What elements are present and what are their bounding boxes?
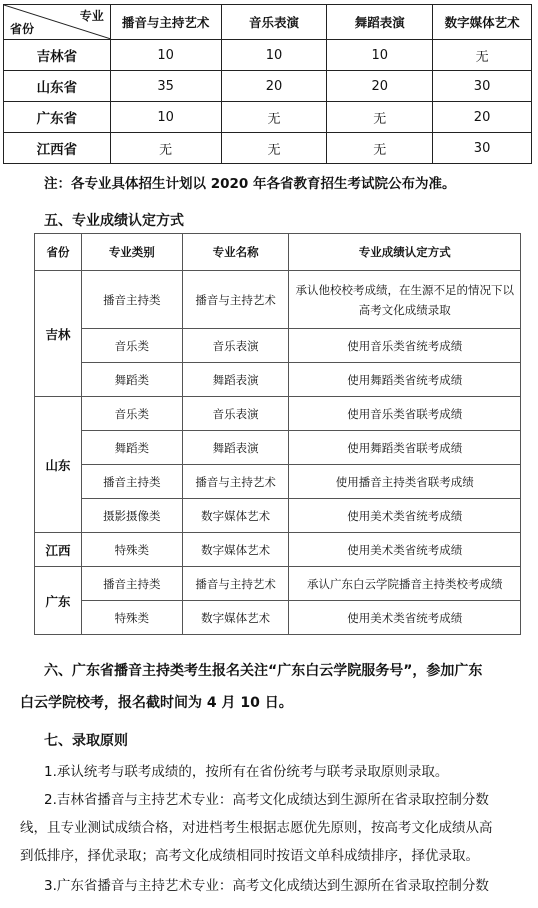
plan-cell: 30 xyxy=(433,71,532,102)
province-cell: 山东 xyxy=(35,397,82,533)
plan-cell: 无 xyxy=(327,102,433,133)
province-cell: 广东 xyxy=(35,567,82,635)
table-row xyxy=(35,271,521,329)
table-row xyxy=(35,465,521,499)
table-row xyxy=(35,329,521,363)
category-cell: 音乐类 xyxy=(81,397,182,431)
plan-cell: 10 xyxy=(110,40,221,71)
admission-rule-paragraph: 线，且专业测试成绩合格，对进档考生根据志愿优先原则，按高考文化成绩从高 xyxy=(20,820,493,836)
section-7-title: 七、录取原则 xyxy=(44,733,128,749)
table-row xyxy=(35,363,521,397)
method-cell: 使用播音主持类省联考成绩 xyxy=(289,465,521,499)
plan-note: 注：各专业具体招生计划以 2020 年各省教育招生考试院公布为准。 xyxy=(44,176,456,192)
major-cell: 数字媒体艺术 xyxy=(182,499,289,533)
table-row xyxy=(4,133,532,164)
category-cell: 摄影摄像类 xyxy=(81,499,182,533)
category-cell: 舞蹈类 xyxy=(81,363,182,397)
plan-cell: 无 xyxy=(433,40,532,71)
admission-rule-paragraph: 2.吉林省播音与主持艺术专业：高考文化成绩达到生源所在省录取控制分数 xyxy=(44,792,489,808)
method-cell: 使用舞蹈类省统考成绩 xyxy=(289,363,521,397)
major-cell: 播音与主持艺术 xyxy=(182,271,289,329)
method-cell: 使用舞蹈类省联考成绩 xyxy=(289,431,521,465)
category-cell: 播音主持类 xyxy=(81,465,182,499)
category-cell: 音乐类 xyxy=(81,329,182,363)
table-row xyxy=(35,533,521,567)
table-row xyxy=(4,40,532,71)
plan-cell: 30 xyxy=(433,133,532,164)
table-row xyxy=(35,499,521,533)
plan-cell: 35 xyxy=(110,71,221,102)
table-row xyxy=(35,601,521,635)
header-cell: 数字媒体艺术 xyxy=(433,5,532,40)
method-cell: 承认他校校考成绩，在生源不足的情况下以高考文化成绩录取 xyxy=(289,271,521,329)
major-cell: 播音与主持艺术 xyxy=(182,567,289,601)
header-cell: 专业类别 xyxy=(81,234,182,271)
admission-rule-paragraph: 1.承认统考与联考成绩的，按所有在省份统考与联考录取原则录取。 xyxy=(44,764,449,780)
province-cell: 山东省 xyxy=(4,71,111,102)
major-cell: 舞蹈表演 xyxy=(182,431,289,465)
table-row xyxy=(4,102,532,133)
admission-rule-paragraph: 3.广东省播音与主持艺术专业：高考文化成绩达到生源所在省录取控制分数 xyxy=(44,878,489,894)
method-cell: 使用音乐类省联考成绩 xyxy=(289,397,521,431)
plan-cell: 20 xyxy=(327,71,433,102)
province-cell: 吉林省 xyxy=(4,40,111,71)
category-cell: 播音主持类 xyxy=(81,567,182,601)
admission-rule-paragraph: 到低排序，择优录取；高考文化成绩相同时按语文单科成绩排序，择优录取。 xyxy=(20,848,479,864)
plan-cell: 20 xyxy=(221,71,327,102)
table-header-row xyxy=(35,234,521,271)
plan-cell: 无 xyxy=(110,133,221,164)
method-cell: 使用美术类省统考成绩 xyxy=(289,499,521,533)
header-cell: 舞蹈表演 xyxy=(327,5,433,40)
plan-cell: 10 xyxy=(327,40,433,71)
major-cell: 音乐表演 xyxy=(182,329,289,363)
table-row xyxy=(35,567,521,601)
section-5-title: 五、专业成绩认定方式 xyxy=(44,213,184,229)
diagonal-header-cell xyxy=(4,5,111,40)
header-cell: 专业名称 xyxy=(182,234,289,271)
table-row xyxy=(4,71,532,102)
major-cell: 音乐表演 xyxy=(182,397,289,431)
category-cell: 舞蹈类 xyxy=(81,431,182,465)
province-cell: 江西省 xyxy=(4,133,111,164)
major-cell: 数字媒体艺术 xyxy=(182,601,289,635)
major-cell: 播音与主持艺术 xyxy=(182,465,289,499)
corner-major-label: 专业 xyxy=(79,9,104,23)
table-header-row xyxy=(4,5,532,40)
header-cell: 播音与主持艺术 xyxy=(110,5,221,40)
enrollment-plan-table xyxy=(3,4,532,164)
province-cell: 广东省 xyxy=(4,102,111,133)
method-cell: 使用美术类省统考成绩 xyxy=(289,533,521,567)
category-cell: 播音主持类 xyxy=(81,271,182,329)
category-cell: 特殊类 xyxy=(81,533,182,567)
header-cell: 专业成绩认定方式 xyxy=(289,234,521,271)
province-cell: 江西 xyxy=(35,533,82,567)
table-row xyxy=(35,431,521,465)
category-cell: 特殊类 xyxy=(81,601,182,635)
plan-cell: 20 xyxy=(433,102,532,133)
method-cell: 使用音乐类省统考成绩 xyxy=(289,329,521,363)
method-cell: 承认广东白云学院播音主持类校考成绩 xyxy=(289,567,521,601)
plan-cell: 无 xyxy=(327,133,433,164)
table-row xyxy=(35,397,521,431)
plan-cell: 无 xyxy=(221,133,327,164)
section-6-line-1: 六、广东省播音主持类考生报名关注“广东白云学院服务号”，参加广东 xyxy=(44,663,483,679)
province-cell: 吉林 xyxy=(35,271,82,397)
corner-province-label: 省份 xyxy=(10,22,35,36)
plan-cell: 10 xyxy=(221,40,327,71)
plan-cell: 10 xyxy=(110,102,221,133)
section-6-line-2: 白云学院校考，报名截时间为 4 月 10 日。 xyxy=(20,695,293,711)
major-cell: 舞蹈表演 xyxy=(182,363,289,397)
method-cell: 使用美术类省统考成绩 xyxy=(289,601,521,635)
major-cell: 数字媒体艺术 xyxy=(182,533,289,567)
plan-cell: 无 xyxy=(221,102,327,133)
header-cell: 省份 xyxy=(35,234,82,271)
score-recognition-table xyxy=(34,233,521,635)
header-cell: 音乐表演 xyxy=(221,5,327,40)
